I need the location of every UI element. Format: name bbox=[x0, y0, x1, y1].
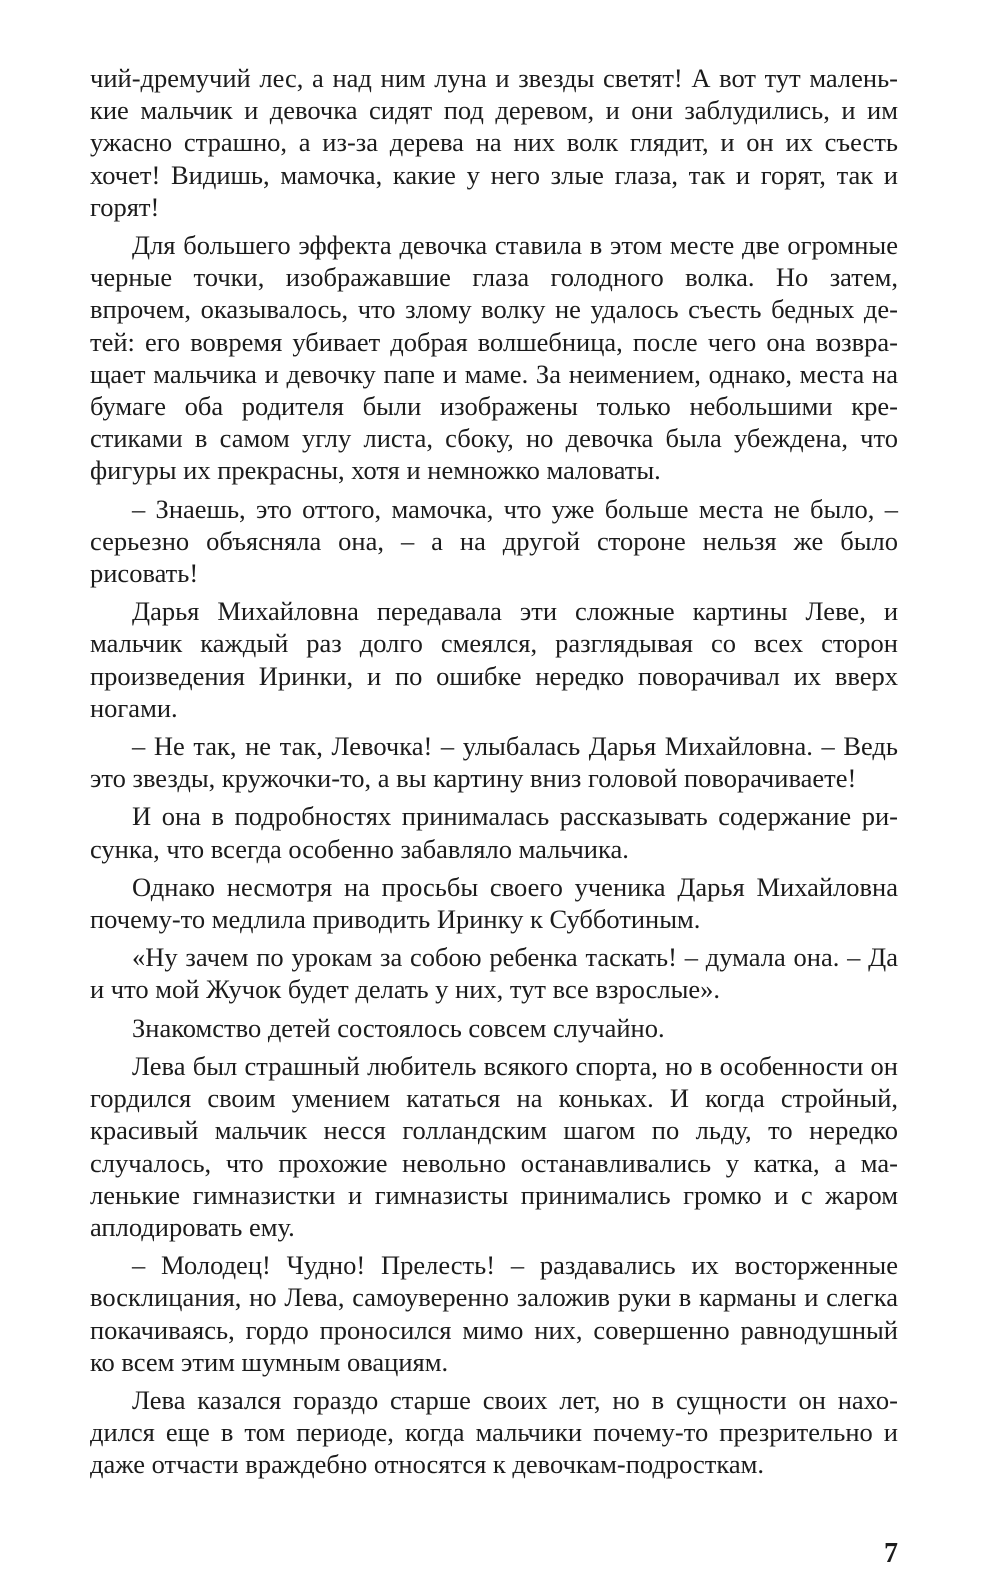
paragraph: Лева казался гораздо старше своих лет, но в сущности он находился еще в том периоде, когда мальчики почему-то презрительно и даже отчасти враждебно относятся к девочкам-подросткам. bbox=[90, 1384, 898, 1480]
book-page bbox=[90, 62, 898, 1487]
paragraph-dialogue: – Молодец! Чудно! Прелесть! – раздавались их восторженные восклицания, но Лева, самоуверенно заложив руки в карманы и слегка покачиваясь, гордо проносился мимо них, совершенно равнодушный ко всем этим шумным овациям. bbox=[90, 1250, 898, 1377]
paragraph: Для большего эффекта девочка ставила в этом месте две огромные черные точки, изображавшие глаза голодного волка. Но затем, впрочем, оказывалось, что злому волку не удалось съесть бедных детей: его вовремя убивает добрая волшебница, после чего она возвращает мальчика и девочку папе и маме. За неимением, однако, места на бумаге оба родителя были изображены только небольшими крестиками в самом углу листа, сбоку, но девочка была убеждена, что фигуры их прекрасны, хотя и немножко маловаты. bbox=[90, 230, 898, 486]
paragraph: И она в подробностях принималась рассказывать содержание рисунка, что всегда особенно забавляло мальчика. bbox=[90, 801, 898, 864]
paragraph: Знакомство детей состоялось совсем случайно. bbox=[132, 1012, 665, 1043]
paragraph-dialogue: – Знаешь, это оттого, мамочка, что уже больше места не было, – серьезно объясняла она, – а на другой стороне нельзя же было рисовать! bbox=[90, 493, 898, 589]
paragraph-dialogue: – Не так, не так, Левочка! – улыбалась Дарья Михайловна. – Ведь это звезды, кружочки-то, а вы картину вниз головой поворачиваете! bbox=[90, 731, 898, 794]
paragraph: Однако несмотря на просьбы своего ученика Дарья Михайловна почему-то медлила приводить Иринку к Субботиным. bbox=[90, 871, 898, 935]
paragraph-continued: чий-дремучий лес, а над ним луна и звезды светят! А вот тут маленькие мальчик и девочка сидят под деревом, и они заблудились, и им ужасно страшно, а из-за дерева на них волк глядит, и он их съесть хочет! Видишь, мамочка, какие у него злые глаза, так и горят, так и горят! bbox=[90, 63, 898, 222]
page-number: 7 bbox=[884, 1538, 898, 1569]
paragraph-quote: «Ну зачем по урокам за собою ребенка таскать! – думала она. – Да и что мой Жучок будет делать у них, тут все взрослые». bbox=[90, 942, 898, 1005]
paragraph: Лева был страшный любитель всякого спорта, но в особенности он гордился своим умением кататься на коньках. И когда стройный, красивый мальчик несся голландским шагом по льду, то нередко случалось, что прохожие невольно останавливались у катка, а маленькие гимназистки и гимназисты принимались громко и с жаром аплодировать ему. bbox=[90, 1050, 898, 1242]
paragraph: Дарья Михайловна передавала эти сложные картины Леве, и мальчик каждый раз долго смеялся, разглядывая со всех сторон произведения Иринки, и по ошибке нередко поворачивал их вверх ногами. bbox=[90, 596, 898, 723]
